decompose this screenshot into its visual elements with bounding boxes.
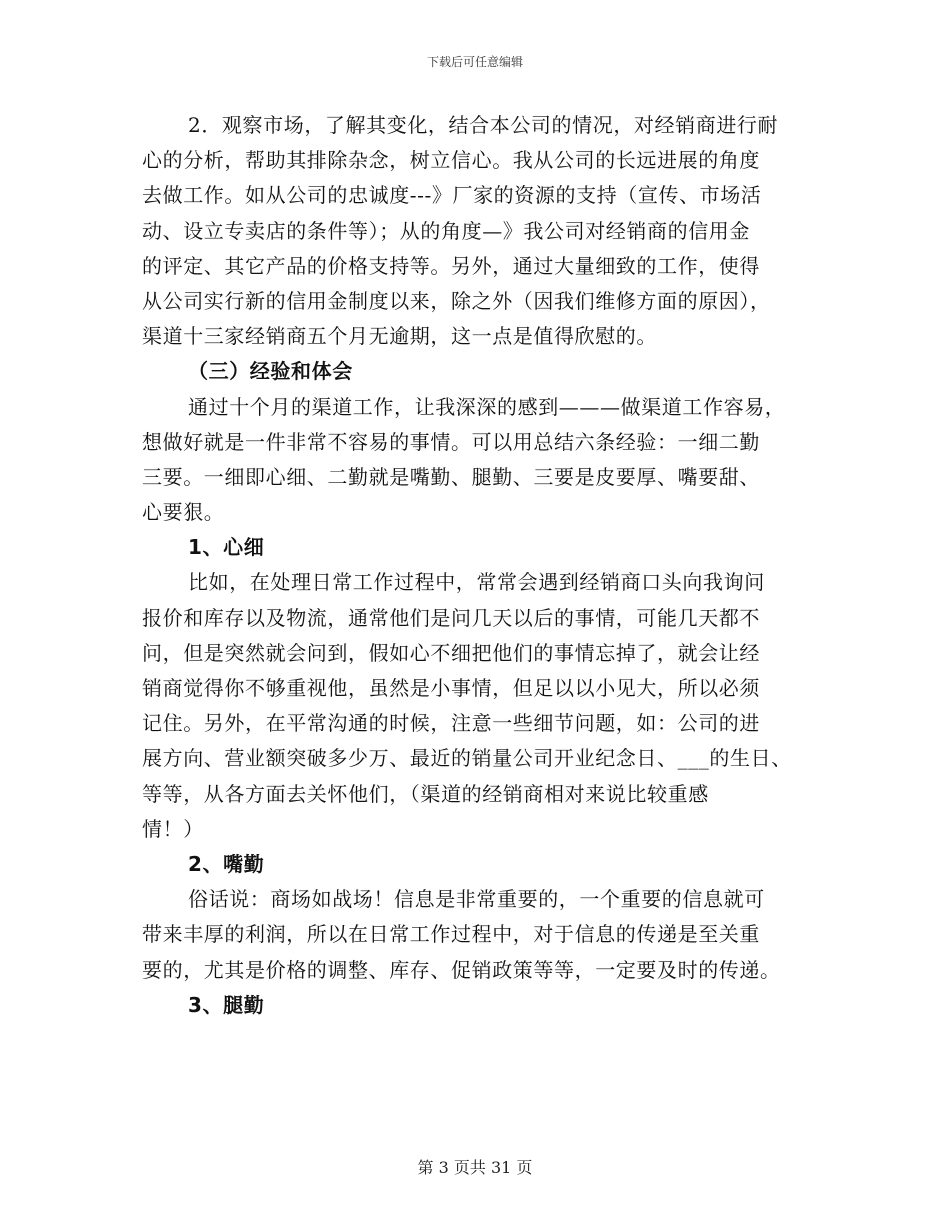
paragraph-line: 动、设立专卖店的条件等）；从的角度—》我公司对经销商的信用金: [142, 218, 750, 243]
paragraph-line: 等等，从各方面去关怀他们，（渠道的经销商相对来说比较重感: [142, 781, 709, 806]
paragraph-line: 销商觉得你不够重视他，虽然是小事情，但足以以小见大，所以必须: [142, 676, 760, 700]
paragraph-line: 俗话说：商场如战场！信息是非常重要的，一个重要的信息就可: [188, 887, 765, 912]
paragraph-line: 三要。一细即心细、二勤就是嘴勤、腿勤、三要是皮要厚、嘴要甜、: [142, 464, 760, 489]
subsection-heading: 1、心细: [188, 535, 265, 560]
page-header: 下载后可任意编辑: [426, 55, 523, 69]
page-footer: 第 3 页共 31 页: [417, 1158, 533, 1177]
paragraph-line: 想做好就是一件非常不容易的事情。可以用总结六条经验：一细二勤: [142, 429, 760, 454]
paragraph-line: 心的分析，帮助其排除杂念，树立信心。我从公司的长远进展的角度: [142, 148, 760, 173]
paragraph-line: 渠道十三家经销商五个月无逾期，这一点是值得欣慰的。: [142, 324, 657, 349]
paragraph-line: 报价和库存以及物流，通常他们是问几天以后的事情，可能几天都不: [142, 605, 760, 630]
paragraph-line: 记住。另外，在平常沟通的时候，注意一些细节问题，如：公司的进: [142, 711, 760, 736]
paragraph-line: 心要狠。: [142, 500, 225, 525]
subsection-heading: 3、腿勤: [188, 992, 265, 1017]
paragraph-line: 情！）: [142, 816, 204, 841]
paragraph-line: 展方向、营业额突破多少万、最近的销量公司开业纪念日、___的生日、: [142, 746, 792, 771]
paragraph-line: 的评定、其它产品的价格支持等。另外，通过大量细致的工作，使得: [142, 253, 760, 278]
paragraph-line: 去做工作。如从公司的忠诚度---》厂家的资源的支持（宣传、市场活: [142, 183, 762, 208]
paragraph-line: 要的，尤其是价格的调整、库存、促销政策等等，一定要及时的传递。: [142, 957, 781, 982]
paragraph-line: 比如，在处理日常工作过程中，常常会遇到经销商口头向我询问: [188, 570, 765, 595]
paragraph-line: 通过十个月的渠道工作，让我深深的感到———做渠道工作容易，: [188, 394, 786, 419]
paragraph-line: 从公司实行新的信用金制度以来，除之外（因我们维修方面的原因），: [142, 288, 771, 313]
paragraph-line: 带来丰厚的利润，所以在日常工作过程中，对于信息的传递是至关重: [142, 922, 760, 947]
section-heading: （三）经验和体会: [188, 359, 353, 384]
subsection-heading: 2、嘴勤: [188, 851, 265, 876]
paragraph-line: 问，但是突然就会问到，假如心不细把他们的事情忘掉了，就会让经: [142, 640, 760, 665]
paragraph-line: 2．观察市场，了解其变化，结合本公司的情况，对经销商进行耐: [188, 113, 779, 137]
document-body: [142, 108, 822, 1023]
